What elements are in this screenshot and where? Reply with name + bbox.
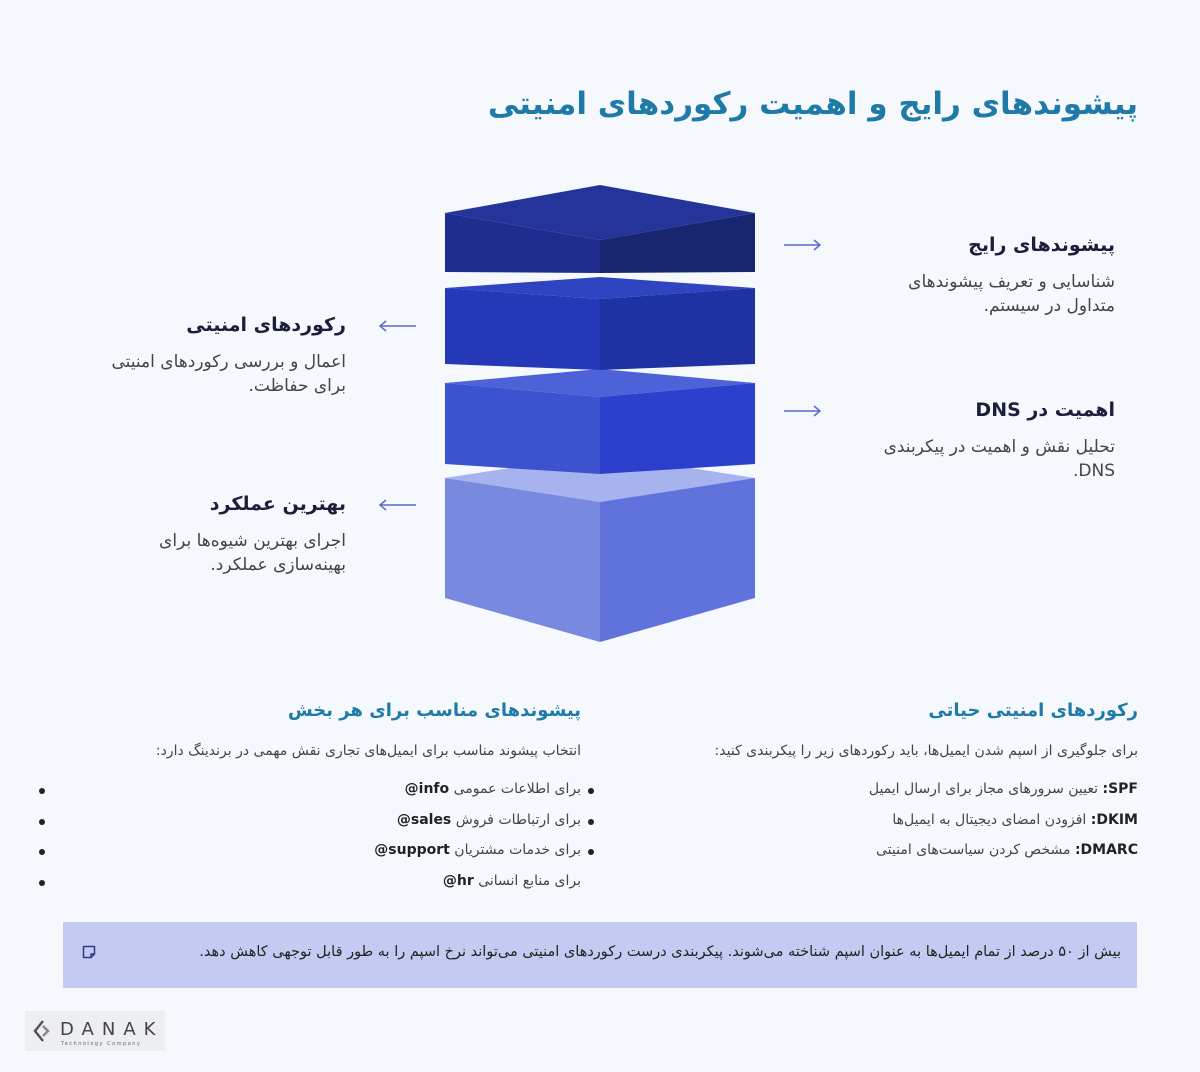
arrow-right-icon	[783, 404, 823, 418]
section-heading: پیشوندهای مناسب برای هر بخش	[287, 700, 581, 721]
callout-dns-importance	[855, 399, 1115, 483]
security-records-list	[598, 781, 1138, 873]
section-intro: انتخاب پیشوند مناسب برای ایمیل‌های تجاری نقش مهمی در برندینگ دارد:	[155, 743, 581, 759]
logo-subtitle: Technology Company	[61, 1041, 142, 1047]
list-item: DMARC: مشخص کردن سیاست‌های امنیتی	[598, 842, 1138, 873]
prefix-section	[61, 700, 581, 903]
stack-layer-common-prefixes	[445, 185, 755, 273]
prefix-list	[61, 781, 581, 903]
page-title: پیشوندهای رایج و اهمیت رکوردهای امنیتی	[487, 86, 1138, 122]
callout-title: بهترین عملکرد	[209, 493, 346, 515]
callout-title: رکوردهای امنیتی	[186, 314, 346, 336]
stack-layer-dns	[445, 369, 755, 474]
callout-description: اجرای بهترین شیوه‌ها برای بهینه‌سازی عملکرد.	[159, 531, 346, 575]
list-item: برای خدمات مشتریان support@	[61, 842, 581, 873]
list-item: برای منابع انسانی hr@	[61, 873, 581, 904]
layered-stack-diagram	[440, 180, 760, 650]
logo-mark-icon	[31, 1019, 55, 1043]
stack-layer-security-records	[445, 277, 755, 370]
list-item: DKIM: افزودن امضای دیجیتال به ایمیل‌ها	[598, 812, 1138, 843]
company-logo	[25, 1011, 165, 1051]
note-text: بیش از ۵۰ درصد از تمام ایمیل‌ها به عنوان اسپم شناخته می‌شوند. پیکربندی درست رکوردهای امنیتی می‌تواند نرخ اسپم را به طور قابل توجهی کاهش دهد.	[199, 944, 1121, 960]
arrow-right-icon	[783, 238, 823, 252]
callout-common-prefixes	[855, 234, 1115, 318]
callout-title: اهمیت در DNS	[975, 399, 1115, 421]
callout-description: اعمال و بررسی رکوردهای امنیتی برای حفاظت.	[111, 352, 346, 396]
section-heading: رکوردهای امنیتی حیاتی	[928, 700, 1138, 721]
callout-description: شناسایی و تعریف پیشوندهای متداول در سیستم.	[908, 272, 1115, 316]
list-item: برای ارتباطات فروش sales@	[61, 812, 581, 843]
list-item: SPF: تعیین سرورهای مجاز برای ارسال ایمیل	[598, 781, 1138, 812]
arrow-left-icon	[377, 498, 417, 512]
callout-description: تحلیل نقش و اهمیت در پیکربندی DNS.	[883, 437, 1115, 481]
list-item: برای اطلاعات عمومی info@	[61, 781, 581, 812]
arrow-left-icon	[377, 319, 417, 333]
callout-security-records	[86, 314, 346, 398]
security-records-section	[598, 700, 1138, 873]
callout-best-practice	[86, 493, 346, 577]
note-icon	[81, 944, 97, 960]
logo-name: DANAK	[60, 1019, 164, 1040]
note-box	[63, 922, 1137, 988]
stack-layer-best-practice	[445, 454, 755, 642]
callout-title: پیشوندهای رایج	[968, 234, 1115, 256]
section-intro: برای جلوگیری از اسپم شدن ایمیل‌ها، باید رکوردهای زیر را پیکربندی کنید:	[714, 743, 1138, 759]
